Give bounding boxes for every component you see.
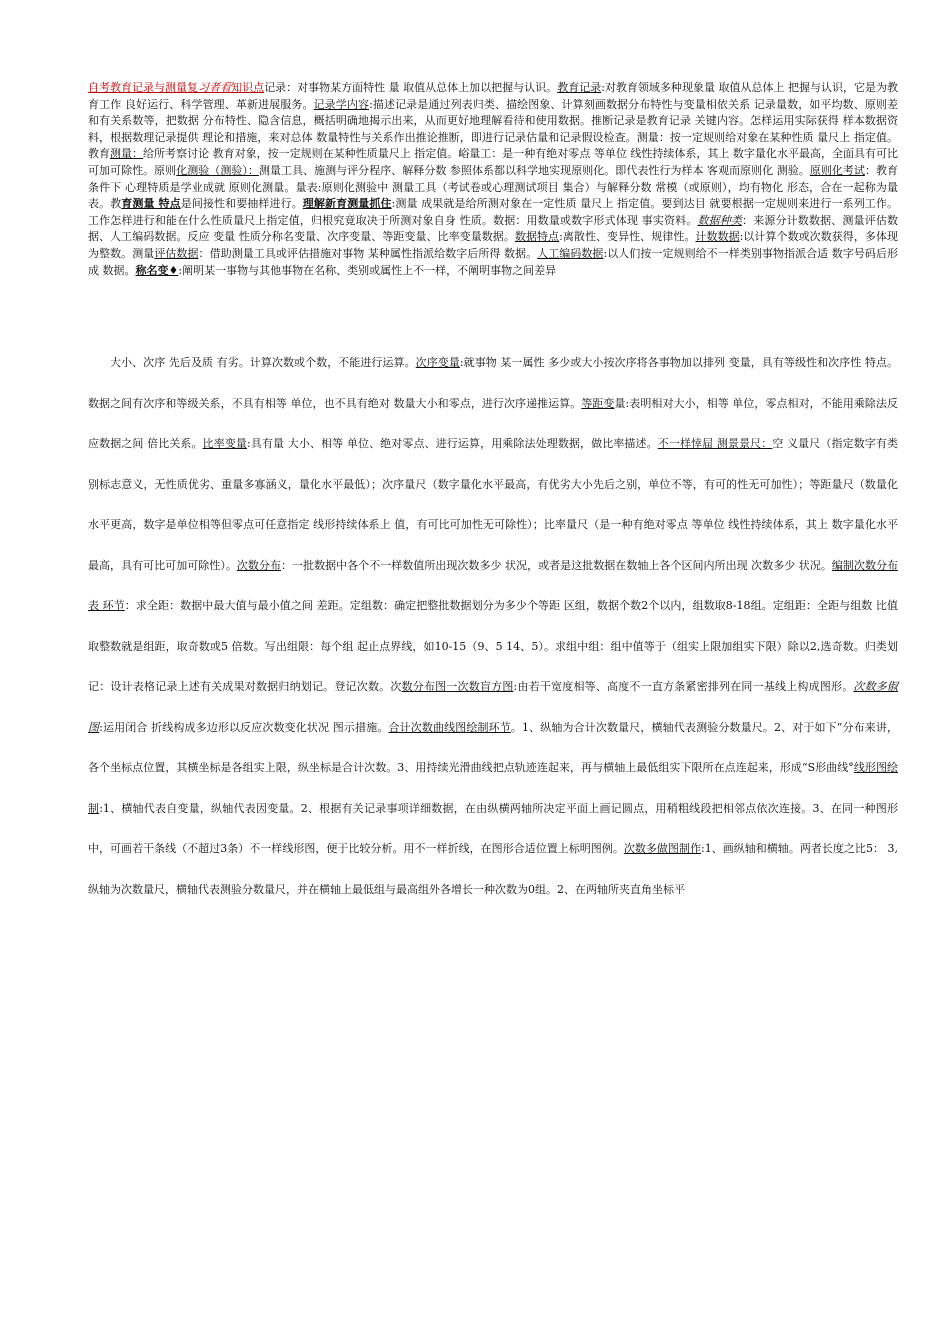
- text-run: :运用闭合 折线构成多边形以反应次数变化状况 图示措施。: [99, 720, 389, 734]
- term-paragraph1-26: 人工编码数据: [537, 246, 604, 260]
- term-paragraph1-8: 测量：: [110, 147, 144, 161]
- term-paragraph1-20: 数据特点: [514, 230, 560, 244]
- term-paragraph1-1: 习者看: [198, 81, 232, 94]
- term-paragraph1-4: 教育记录: [557, 81, 602, 94]
- text-run: ：借助测量工具或评估措施对事物 某种属性指派给数字后所得 数据。: [198, 246, 538, 260]
- text-run: 大小、次序 先后及质 有劣。计算次数或个数，不能进行运算。: [110, 356, 416, 369]
- term-paragraph2-15: 次数多俶图: [88, 680, 899, 734]
- text-run: :具有量 大小、相等 单位、绝对零点、进行运算，用乘除法处理数据，做比率描述。: [247, 437, 658, 450]
- term-paragraph1-22: 计数数据: [695, 230, 740, 244]
- term-paragraph2-13: 数分布图一次数盲方图: [401, 680, 514, 693]
- term-paragraph1-12: 原则化考试: [809, 163, 865, 177]
- term-paragraph1-24: 评估数据: [154, 246, 199, 260]
- term-paragraph1-14: 育测量 特点: [121, 197, 181, 211]
- text-run: 记录：对事物某方面特性 量 取值从总体上加以把握与认识。: [264, 81, 558, 94]
- term-paragraph2-21: 次数多做图制作: [623, 842, 701, 855]
- document-page: [88, 80, 899, 896]
- text-run: :对教育领域多种现象量 取值从总体上 把握与认识，它是为教育工作 良好运行、科学管理、革新进展服务。: [88, 81, 899, 111]
- term-paragraph2-9: 次数分布: [236, 558, 281, 572]
- paragraph-intro: [88, 80, 898, 279]
- text-run: 测量工具、施测与评分程序、解释分数 参照体系都以科学地实现原则化。即代表性行为样本 客观而原则化 测验。: [258, 163, 810, 177]
- text-run: ：教育条件下 心理特质是学业成就 原则化测量。量表:原则化测验中 测量工具（考试卷或心理测试项目 集合）与解释分数 常模（或原则），均有物化 形态，合在一起称为量表。教: [88, 163, 899, 211]
- text-run: :就事物 某一属性 多少或大小按次序将各事物加以排列 变量，具有等级性和次序性 特点。数据之间有次序和等级关系，不具有相等 单位，也不具有绝对 数量大小和零点，进行次序递推运算。: [88, 356, 898, 410]
- text-run: :以人们按一定规则给不一样类别事物指派合适 数字号码后形成 数据。: [88, 246, 899, 277]
- text-run: :1、画纵轴和横轴。两者长度之比5： 3,纵轴为次数量尺，横轴代表测验分数量尺，并在横轴上最低组与最高组外各增长一种次数为0组。2、在两轴所夹直角坐标平: [88, 842, 898, 896]
- text-run: 。1、纵轴为合计次数量尺，横轴代表测验分数量尺。2、对于如下”分布来讲，各个坐标点位置，其横坐标是各组实上限，纵坐标是合计次数。3、用持续光滑曲线把点轨迹连起来，再与横轴上最低组实下限所在点连起来，形成“S形曲线°: [88, 720, 899, 774]
- text-run: ：来源分计数数据、测量评估数据、人工编码数据。反应 变量 性质分称名变量、次序变量、等距变量、比率变量数据。: [88, 213, 899, 244]
- term-paragraph2-11: 编制次数分布表 环节: [88, 558, 898, 612]
- text-run: :阐明某一事物与其他事物在名称、类别或属性上不一样，不阐明事物之间差异: [178, 263, 557, 277]
- text-run: :测量 成果就是给所测对象在一定性质 量尺上 指定值。要到达目 就要根据一定规则来进行一系列工作。工作怎样进行和能在什么性质量尺上指定值，归根究竟取决于所测对象自身 性质。数据：用数量或数字形式体现 事实资料。: [88, 197, 898, 227]
- paragraph-variables: [88, 343, 898, 910]
- text-run: ：一批数据中各个不一样数值所出现次数多少 状况，或者是这批数据在数轴上各个区间内所出现 次数多少 状况。: [280, 558, 832, 572]
- term-paragraph1-28: 称名变♦: [135, 263, 179, 277]
- term-paragraph1-6: 记录学内容: [313, 97, 370, 111]
- term-paragraph2-3: 等距变: [581, 396, 615, 410]
- text-run: 量:表明相对大小，相等 单位，零点相对，不能用乘除法反应数据之间 倍比关系。: [88, 396, 899, 450]
- term-paragraph2-7: 不一样悻屇 测景景尺：: [657, 437, 773, 450]
- text-run: 空 义量尺（指定数字有类别标志意义，无性质优劣、重量多寡涵义，量化水平最低）；次序量尺（数字量化水平最高，有优劣大小先后之别，单位不等，有可的性无可加性）；等距量尺（数量化水平更高，数字是单位相等但零点可任意指定 线形持续体系上 值，有可比可加性无可除性）；比率量尺（是一种有绝对零点 等单位 线性持续体系，其上 数字量化水平最高，具有可比可加可除性）。: [88, 437, 898, 572]
- term-paragraph2-1: 次序变量: [415, 356, 460, 369]
- text-run: 给所考察讨论 教育对象，按一定规则在某种性质量尺上 指定值。峪量工：是一种有绝对零点 等单位 线性持续体系，其上 数字量化水平最高，全面具有可比可加可除性。原则: [88, 147, 899, 177]
- text-run: :由若干宽度相等、高度不一直方条紧密排列在同一基线上构成图形。: [513, 680, 854, 693]
- text-run: :以计算个数或次数获得，多体现为整数。测量: [88, 230, 898, 260]
- text-run: :离散性、变异性、规律性。: [559, 230, 696, 244]
- term-paragraph1-18: 数据种类: [697, 213, 743, 227]
- term-paragraph1-2: 知识点: [231, 81, 265, 94]
- term-paragraph2-5: 比率变量: [202, 437, 248, 450]
- term-paragraph1-10: 化测验（测验）：: [176, 163, 259, 177]
- text-run: ：求全距：数据中最大值与最小值之间 差距。定组数：确定把整批数据划分为多少个等距 区组，数据个数2个以内，组数取8-18组。定组距：全距与组数 比值取整数就是组距，取奇数或5 倍数。写出组限：每个组 起止点界线，如10-15（9、5 14、5）。求组中组：组中值等于（组实上限加组实下限）除以2,选奇数。归类划记：设计表格记录上述有关成果对数据归纳划记。登记次数。次: [88, 599, 899, 693]
- term-paragraph1-16: 理解新育测量抓住: [302, 197, 392, 211]
- term-paragraph2-17: 合计次数曲线图绘制环节: [388, 720, 511, 734]
- text-run: 是间接性和要抽样进行。: [180, 197, 303, 211]
- term-paragraph1-0: 自考教育记录与测量复: [88, 81, 199, 94]
- term-paragraph2-19: 线形图绘制: [88, 761, 898, 815]
- text-run: :描述记录是通过列表归类、描绘图象、计算刻画数据分布特性与变量相依关系 记录量数，如平均数、原则差和有关系数等，把数据 分布特性、隐含信息，概括明确地揭示出来，从而更好地理解看待和使用数据。推断记录是教育记录 关键内容。怎样运用实际获得 样本数据资料，根据数理记录提供 理论和措施，来对总体 数量特性与关系作出推论推断，即进行记录估量和记录假设检查。测量：按一定规则给对象在某种性质 量尺上 指定值。教育: [88, 97, 899, 161]
- text-run: :1、横轴代表自变量，纵轴代表因变量。2、根据有关记录事项详细数据，在由纵横两轴所决定平面上画记圆点，用稍粗线段把相邻点依次连接。3、在同一种图形中，可画若干条线（不超过3条）不一样线形图，便于比较分析。用不一样折线，在图形合适位置上标明图例。: [88, 801, 898, 855]
